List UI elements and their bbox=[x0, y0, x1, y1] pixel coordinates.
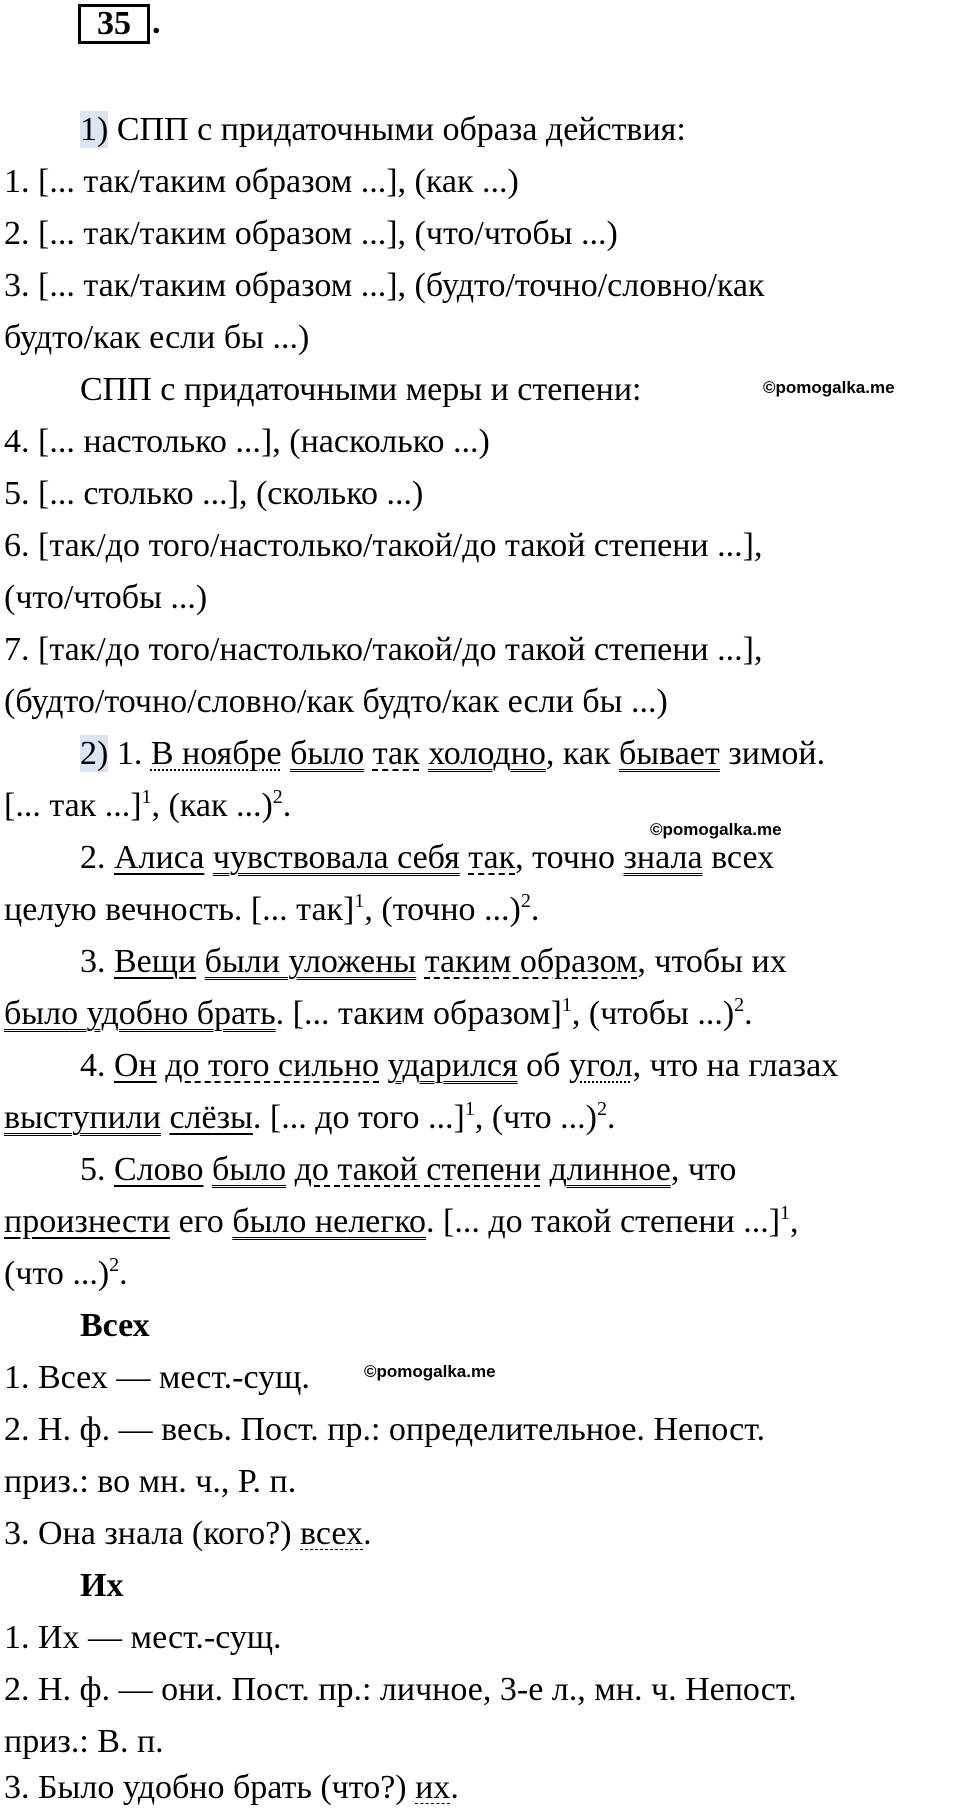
manner-line-4: будто/как если бы ...) bbox=[4, 319, 310, 356]
analysis-ikh-item-3: приз.: В. п. bbox=[4, 1723, 164, 1760]
predicate-word: знала bbox=[623, 839, 703, 876]
subject-word: Вещи bbox=[114, 943, 197, 980]
predicate-word: были уложены bbox=[204, 943, 417, 980]
analysis-vsekh-item-3: приз.: во мн. ч., Р. п. bbox=[4, 1463, 297, 1500]
circumstance-word: до такой степени bbox=[294, 1151, 541, 1188]
analysis-vsekh-item-2: 2. Н. ф. — весь. Пост. пр.: определительное. Непост. bbox=[4, 1411, 765, 1448]
subject-word: Алиса bbox=[114, 839, 205, 876]
sentence-4: 4. Он до того сильно ударился об угол, что на глазах bbox=[80, 1047, 839, 1084]
analysis-vsekh-example: 3. Она знала (кого?) всех. bbox=[4, 1515, 372, 1552]
analysis-heading-ikh: Их bbox=[80, 1567, 124, 1604]
part1-heading-degree: СПП с придаточными меры и степени: bbox=[80, 371, 642, 408]
predicate-word: холодно bbox=[428, 735, 546, 772]
task-number-box bbox=[78, 4, 150, 44]
circumstance-word: таким образом bbox=[424, 943, 638, 980]
predicate-word: было нелегко bbox=[232, 1203, 427, 1240]
task-number: 35 bbox=[97, 5, 131, 42]
circumstance-word: В ноябре bbox=[150, 735, 282, 772]
watermark-2: ©pomogalka.me bbox=[650, 820, 782, 839]
predicate-word: было удобно брать bbox=[4, 995, 276, 1032]
scheme-4: выступили слёзы. [... до того ...]$^1$, (что ...)$^2$. bbox=[4, 1098, 616, 1136]
analysis-heading-vsekh: Всех bbox=[80, 1307, 150, 1344]
degree-line-5: 7. [так/до того/настолько/такой/до такой степени ...], bbox=[4, 631, 763, 668]
predicate-word: чувствовала себя bbox=[212, 839, 460, 876]
subject-word: слёзы bbox=[169, 1099, 253, 1136]
predicate-word: ударился bbox=[387, 1047, 518, 1084]
scheme-3: было удобно брать. [... таким образом]$^1$, (чтобы ...)$^2$. bbox=[4, 994, 753, 1032]
scheme-2: целую вечность. [... так]$^1$, (точно ...)$^2$. bbox=[4, 890, 540, 928]
analysis-ikh-item-2: 2. Н. ф. — они. Пост. пр.: личное, 3-е л., мн. ч. Непост. bbox=[4, 1671, 797, 1708]
scheme-1: [... так ...]$^1$, (как ...)$^2$. bbox=[4, 786, 292, 824]
watermark-3: ©pomogalka.me bbox=[364, 1362, 496, 1381]
part2-marker: 2) bbox=[80, 735, 109, 772]
object-word: всех bbox=[300, 1515, 364, 1552]
object-word: их bbox=[415, 1769, 451, 1806]
circumstance-word: до того сильно bbox=[165, 1047, 380, 1084]
circumstance-word: так bbox=[372, 735, 420, 772]
subject-word: произнести bbox=[4, 1203, 171, 1240]
predicate-word: выступили bbox=[4, 1099, 161, 1136]
circumstance-word: угол bbox=[568, 1047, 633, 1084]
degree-line-3: 6. [так/до того/настолько/такой/до такой степени ...], bbox=[4, 527, 763, 564]
degree-line-6: (будто/точно/словно/как будто/как если бы ...) bbox=[4, 683, 668, 720]
analysis-ikh-item-1: 1. Их — мест.-сущ. bbox=[4, 1619, 282, 1656]
sentence-5-line-2: произнести его было нелегко. [... до такой степени ...]$^1$, bbox=[4, 1202, 799, 1240]
scheme-5: (что ...)$^2$. bbox=[4, 1254, 128, 1292]
circumstance-word: так bbox=[468, 839, 516, 876]
manner-line-2: 2. [... так/таким образом ...], (что/чтобы ...) bbox=[4, 215, 618, 252]
predicate-word: было bbox=[211, 1151, 287, 1188]
analysis-ikh-example: 3. Было удобно брать (что?) их. bbox=[4, 1769, 459, 1806]
watermark-1: ©pomogalka.me bbox=[763, 378, 895, 397]
analysis-vsekh-item-1: 1. Всех — мест.-сущ. bbox=[4, 1359, 310, 1396]
subject-word: Слово bbox=[114, 1151, 204, 1188]
predicate-word: бывает bbox=[618, 735, 720, 772]
part1-heading-manner: 1) СПП с придаточными образа действия: bbox=[80, 111, 686, 148]
manner-line-1: 1. [... так/таким образом ...], (как ...) bbox=[4, 163, 519, 200]
subject-word: Он bbox=[114, 1047, 157, 1084]
degree-line-2: 5. [... столько ...], (сколько ...) bbox=[4, 475, 424, 512]
sentence-1: 2) 1. В ноябре было так холодно, как бывает зимой. bbox=[80, 735, 826, 772]
degree-line-4: (что/чтобы ...) bbox=[4, 579, 208, 616]
sentence-2: 2. Алиса чувствовала себя так, точно знала всех bbox=[80, 839, 775, 876]
sentence-5: 5. Слово было до такой степени длинное, что bbox=[80, 1151, 737, 1188]
task-number-dot: . bbox=[152, 4, 161, 41]
part1-marker: 1) bbox=[80, 111, 109, 148]
predicate-word: длинное bbox=[549, 1151, 671, 1188]
manner-line-3: 3. [... так/таким образом ...], (будто/точно/словно/как bbox=[4, 267, 765, 304]
predicate-word: было bbox=[290, 735, 365, 772]
degree-line-1: 4. [... настолько ...], (насколько ...) bbox=[4, 423, 490, 460]
sentence-3: 3. Вещи были уложены таким образом, чтобы их bbox=[80, 943, 787, 980]
